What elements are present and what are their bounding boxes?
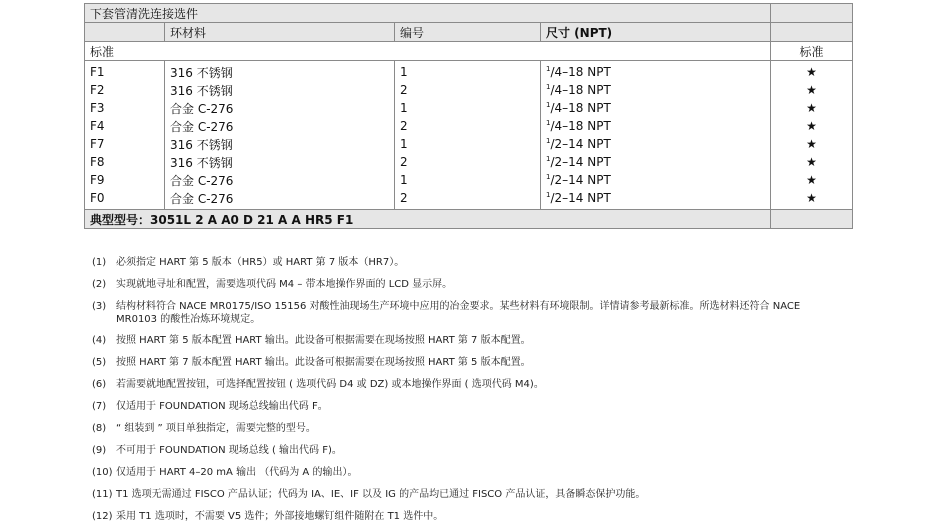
row-size — [541, 81, 771, 99]
row-size-rest: /4–18 NPT — [550, 119, 611, 133]
standard-row — [85, 42, 853, 61]
row-size-numerator: 1 — [546, 191, 551, 199]
footnote-item — [92, 444, 828, 457]
star-icon: ★ — [771, 189, 853, 210]
row-number: 1 — [395, 171, 541, 189]
row-number: 2 — [395, 189, 541, 210]
row-size-numerator: 1 — [546, 83, 551, 91]
footnote-item — [92, 256, 828, 269]
row-size-rest: /2–14 NPT — [550, 191, 611, 205]
standard-label: 标准 — [85, 42, 771, 61]
row-size — [541, 153, 771, 171]
row-size-rest: /2–14 NPT — [550, 137, 611, 151]
star-icon: ★ — [771, 153, 853, 171]
table-row — [85, 117, 853, 135]
footnote-item — [92, 510, 828, 523]
star-icon: ★ — [771, 135, 853, 153]
row-number: 2 — [395, 153, 541, 171]
row-size-rest: /2–14 NPT — [550, 155, 611, 169]
footnote-item — [92, 300, 828, 326]
footnote-number: (7) — [92, 401, 107, 412]
footnote-text: 按照 HART 第 5 版本配置 HART 输出。此设备可根据需要在现场按照 HART 第 7 版本配置。 — [116, 335, 531, 346]
row-code: F8 — [85, 153, 165, 171]
row-material: 316 不锈钢 — [165, 81, 395, 99]
footnote-text: 必须指定 HART 第 5 版本（HR5）或 HART 第 7 版本（HR7）。 — [116, 257, 405, 268]
table-row — [85, 189, 853, 210]
row-size — [541, 99, 771, 117]
footnote-item — [92, 422, 828, 435]
footnote-text: 仅适用于 HART 4–20 mA 输出 （代码为 A 的输出）。 — [116, 467, 358, 478]
table-row — [85, 153, 853, 171]
row-code: F0 — [85, 189, 165, 210]
table-row — [85, 61, 853, 82]
footnote-number: (4) — [92, 335, 107, 346]
row-material: 316 不锈钢 — [165, 153, 395, 171]
footnote-text: 实现就地寻址和配置，需要选项代码 M4 – 带本地操作界面的 LCD 显示屏。 — [116, 279, 453, 290]
row-size-numerator: 1 — [546, 65, 551, 73]
table-row — [85, 171, 853, 189]
row-size-rest: /4–18 NPT — [550, 101, 611, 115]
footnote-text: 若需要就地配置按钮，可选择配置按钮 ( 选项代码 D4 或 DZ) 或本地操作界面 ( 选项代码 M4)。 — [116, 379, 544, 390]
table-title-row — [85, 4, 853, 23]
row-code: F9 — [85, 171, 165, 189]
row-material: 合金 C-276 — [165, 117, 395, 135]
footnote-number: (12) — [92, 511, 113, 522]
row-material: 合金 C-276 — [165, 189, 395, 210]
footnote-text: “ 组装到 ” 项目单独指定，需要完整的型号。 — [116, 423, 316, 434]
star-icon: ★ — [771, 171, 853, 189]
table-title-empty-cell — [771, 4, 853, 23]
footnote-number: (1) — [92, 257, 107, 268]
row-code: F3 — [85, 99, 165, 117]
typical-model: 典型型号：3051L 2 A A0 D 21 A A HR5 F1 — [85, 210, 771, 229]
row-size-numerator: 1 — [546, 155, 551, 163]
footnote-text: 结构材料符合 NACE MR0175/ISO 15156 对酸性油现场生产环境中应用的冶金要求。某些材料有环境限制。详情请参考最新标准。所选材料还符合 NACE MR0103 的酸性冶炼环境规定。 — [116, 301, 801, 325]
options-table — [84, 3, 853, 229]
standard-right-label: 标准 — [771, 42, 853, 61]
row-size — [541, 117, 771, 135]
star-icon: ★ — [771, 99, 853, 117]
row-size — [541, 189, 771, 210]
row-code: F2 — [85, 81, 165, 99]
model-empty-cell — [771, 210, 853, 229]
footnote-item — [92, 488, 828, 501]
footnote-text: T1 选项无需通过 FISCO 产品认证；代码为 IA、IE、IF 以及 IG 的产品均已通过 FISCO 产品认证，具备瞬态保护功能。 — [116, 489, 646, 500]
table-body — [85, 61, 853, 210]
footnote-number: (3) — [92, 301, 107, 312]
row-number: 1 — [395, 135, 541, 153]
footnote-number: (8) — [92, 423, 107, 434]
header-number: 编号 — [395, 23, 541, 42]
footnote-text: 不可用于 FOUNDATION 现场总线 ( 输出代码 F)。 — [116, 445, 342, 456]
table-row — [85, 135, 853, 153]
footnote-number: (9) — [92, 445, 107, 456]
row-number: 2 — [395, 81, 541, 99]
footnote-text: 仅适用于 FOUNDATION 现场总线输出代码 F。 — [116, 401, 328, 412]
row-code: F4 — [85, 117, 165, 135]
star-icon: ★ — [771, 61, 853, 82]
footnote-item — [92, 278, 828, 291]
footnote-item — [92, 356, 828, 369]
model-row — [85, 210, 853, 229]
row-size-numerator: 1 — [546, 101, 551, 109]
table-title: 下套管清洗连接选件 — [85, 4, 771, 23]
row-size — [541, 61, 771, 82]
row-size — [541, 135, 771, 153]
footnote-number: (5) — [92, 357, 107, 368]
row-material: 合金 C-276 — [165, 99, 395, 117]
table-row — [85, 99, 853, 117]
row-size-numerator: 1 — [546, 119, 551, 127]
row-material: 316 不锈钢 — [165, 61, 395, 82]
footnote-item — [92, 334, 828, 347]
header-code — [85, 23, 165, 42]
row-number: 1 — [395, 99, 541, 117]
star-icon: ★ — [771, 117, 853, 135]
footnote-item — [92, 466, 828, 479]
row-code: F1 — [85, 61, 165, 82]
header-size: 尺寸 (NPT) — [541, 23, 771, 42]
footnote-text: 采用 T1 选项时，不需要 V5 选件；外部接地螺钉组件随附在 T1 选件中。 — [116, 511, 444, 522]
row-code: F7 — [85, 135, 165, 153]
row-size-rest: /2–14 NPT — [550, 173, 611, 187]
table-header-row — [85, 23, 853, 42]
row-size — [541, 171, 771, 189]
header-empty — [771, 23, 853, 42]
row-size-rest: /4–18 NPT — [550, 65, 611, 79]
footnote-number: (10) — [92, 467, 113, 478]
row-material: 合金 C-276 — [165, 171, 395, 189]
row-size-numerator: 1 — [546, 137, 551, 145]
table-row — [85, 81, 853, 99]
footnote-number: (11) — [92, 489, 113, 500]
row-size-numerator: 1 — [546, 173, 551, 181]
footnote-number: (2) — [92, 279, 107, 290]
row-number: 2 — [395, 117, 541, 135]
footnote-item — [92, 400, 828, 413]
row-material: 316 不锈钢 — [165, 135, 395, 153]
row-size-rest: /4–18 NPT — [550, 83, 611, 97]
footnote-text: 按照 HART 第 7 版本配置 HART 输出。此设备可根据需要在现场按照 HART 第 5 版本配置。 — [116, 357, 531, 368]
star-icon: ★ — [771, 81, 853, 99]
footnote-item — [92, 378, 828, 391]
header-material: 环材料 — [165, 23, 395, 42]
row-number: 1 — [395, 61, 541, 82]
footnote-number: (6) — [92, 379, 107, 390]
